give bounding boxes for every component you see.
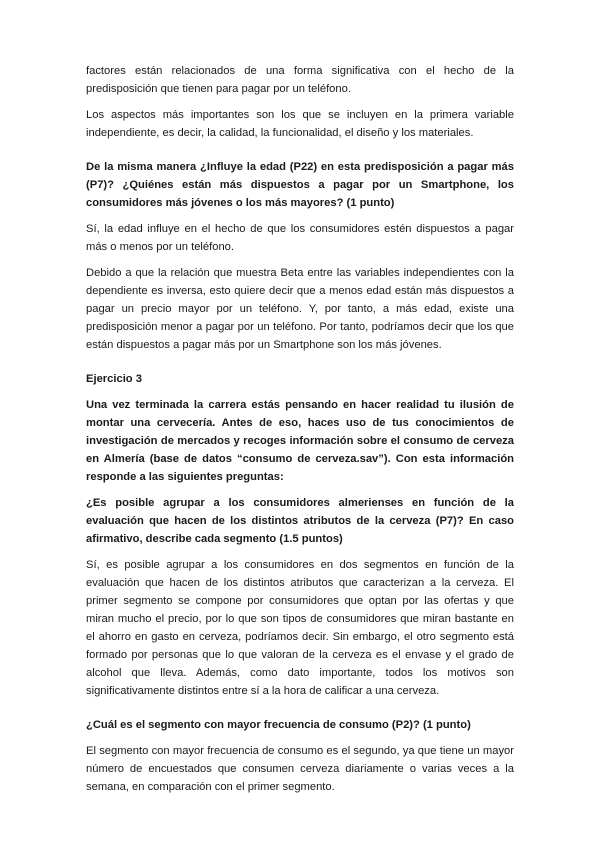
answer-segmentos: Sí, es posible agrupar a los consumidores en dos segmentos en función de la evaluación que hacen de los distintos atributos que caracterizan a la cerveza. El primer segmento se compone por consumidores que optan por las ofertas y que miran mucho el precio, por lo que son tipos de consumidores que miran bastante en el ahorro en gasto en cerveza, podríamos decir. Sin embargo, el otro segmento está formado por personas que lo que valoran de la cerveza es el envase y el grado de alcohol que lleva. Además, como dato importante, todos los motivos son significativamente distintos entre sí a la hora de calificar a una cerveza. xyxy=(86,559,514,697)
document-page xyxy=(86,62,514,796)
paragraph-aspectos: Los aspectos más importantes son los que se incluyen en la primera variable independiente, es decir, la calidad, la funcionalidad, el diseño y los materiales. xyxy=(86,109,514,139)
section-heading-ejercicio-3: Ejercicio 3 xyxy=(86,373,142,385)
question-frecuencia: ¿Cuál es el segmento con mayor frecuencia de consumo (P2)? (1 punto) xyxy=(86,719,471,731)
question-segmentos: ¿Es posible agrupar a los consumidores almerienses en función de la evaluación que hacen de los distintos atributos de la cerveza (P7)? En caso afirmativo, describe cada segmento (1.5 puntos) xyxy=(86,497,514,545)
question-edad: De la misma manera ¿Influye la edad (P22) en esta predisposición a pagar más (P7)? ¿Quiénes están más dispuestos a pagar por un Smartphone, los consumidores más jóvenes o los más mayores? (1 punto) xyxy=(86,161,514,209)
paragraph-factores: factores están relacionados de una forma significativa con el hecho de la predisposición que tienen para pagar por un teléfono. xyxy=(86,65,514,95)
exercise-3-statement: Una vez terminada la carrera estás pensando en hacer realidad tu ilusión de montar una cervecería. Antes de eso, haces uso de tus conocimientos de investigación de mercados y recoges información sobre el consumo de cerveza en Almería (base de datos “consumo de cerveza.sav”). Con esta información responde a las siguientes preguntas: xyxy=(86,399,514,483)
answer-edad: Sí, la edad influye en el hecho de que los consumidores estén dispuestos a pagar más o menos por un teléfono. xyxy=(86,223,514,253)
paragraph-beta: Debido a que la relación que muestra Beta entre las variables independientes con la dependiente es inversa, esto quiere decir que a menos edad están más dispuestos a pagar un precio mayor por un teléfono. Y, por tanto, a más edad, existe una predisposición menor a pagar por un teléfono. Por tanto, podríamos decir que los que están dispuestos a pagar más por un Smartphone son los más jóvenes. xyxy=(86,267,514,351)
answer-frecuencia: El segmento con mayor frecuencia de consumo es el segundo, ya que tiene un mayor número de encuestados que consumen cerveza diariamente o varias veces a la semana, en comparación con el primer segmento. xyxy=(86,745,514,793)
